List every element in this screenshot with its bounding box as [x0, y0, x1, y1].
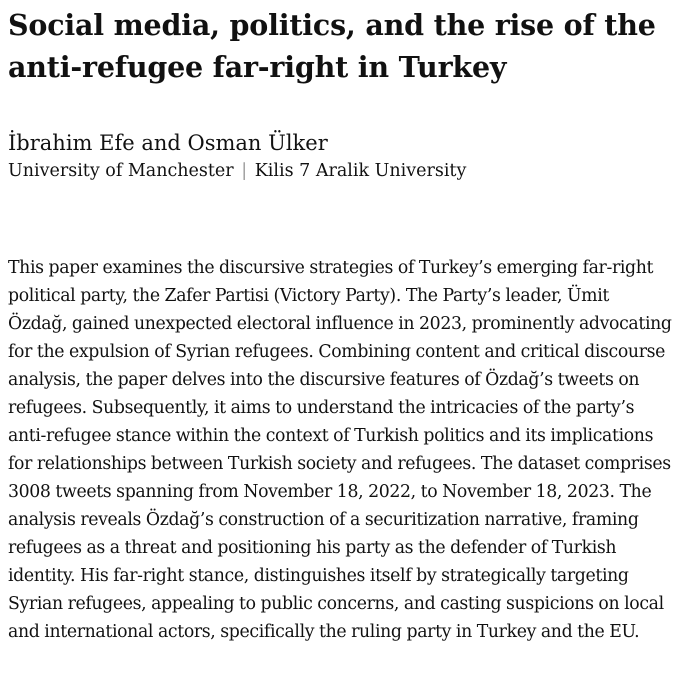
paper-title: Social media, politics, and the rise of the anti-refugee far-right in Turkey — [8, 8, 656, 84]
affiliation-second: Kilis 7 Aralik University — [254, 161, 467, 181]
affiliation-separator: | — [241, 161, 248, 181]
affiliation-line — [8, 158, 672, 184]
affiliation-first: University of Manchester — [8, 161, 234, 181]
abstract-text: This paper examines the discursive strategies of Turkey’s emerging far-right political party, the Zafer Partisi (Victory Party). The Party’s leader, Ümit Özdağ, gained unexpected electoral influence in 2023, prominently advocating for the expulsion of Syrian refugees. Combining content and critical discourse analysis, the paper delves into the discursive features of Özdağ’s tweets on refugees. Subsequently, it aims to understand the intricacies of the party’s anti-refugee stance within the context of Turkish politics and its implications for relationships between Turkish society and refugees. The dataset comprises 3008 tweets spanning from November 18, 2022, to November 18, 2023. The analysis reveals Özdağ’s construction of a securitization narrative, framing refugees as a threat and positioning his party as the defender of Turkish identity. His far-right stance, distinguishes itself by strategically targeting Syrian refugees, appealing to public concerns, and casting suspicions on local and international actors, specifically the ruling party in Turkey and the EU. — [8, 258, 672, 642]
author-list: İbrahim Efe and Osman Ülker — [8, 131, 328, 155]
